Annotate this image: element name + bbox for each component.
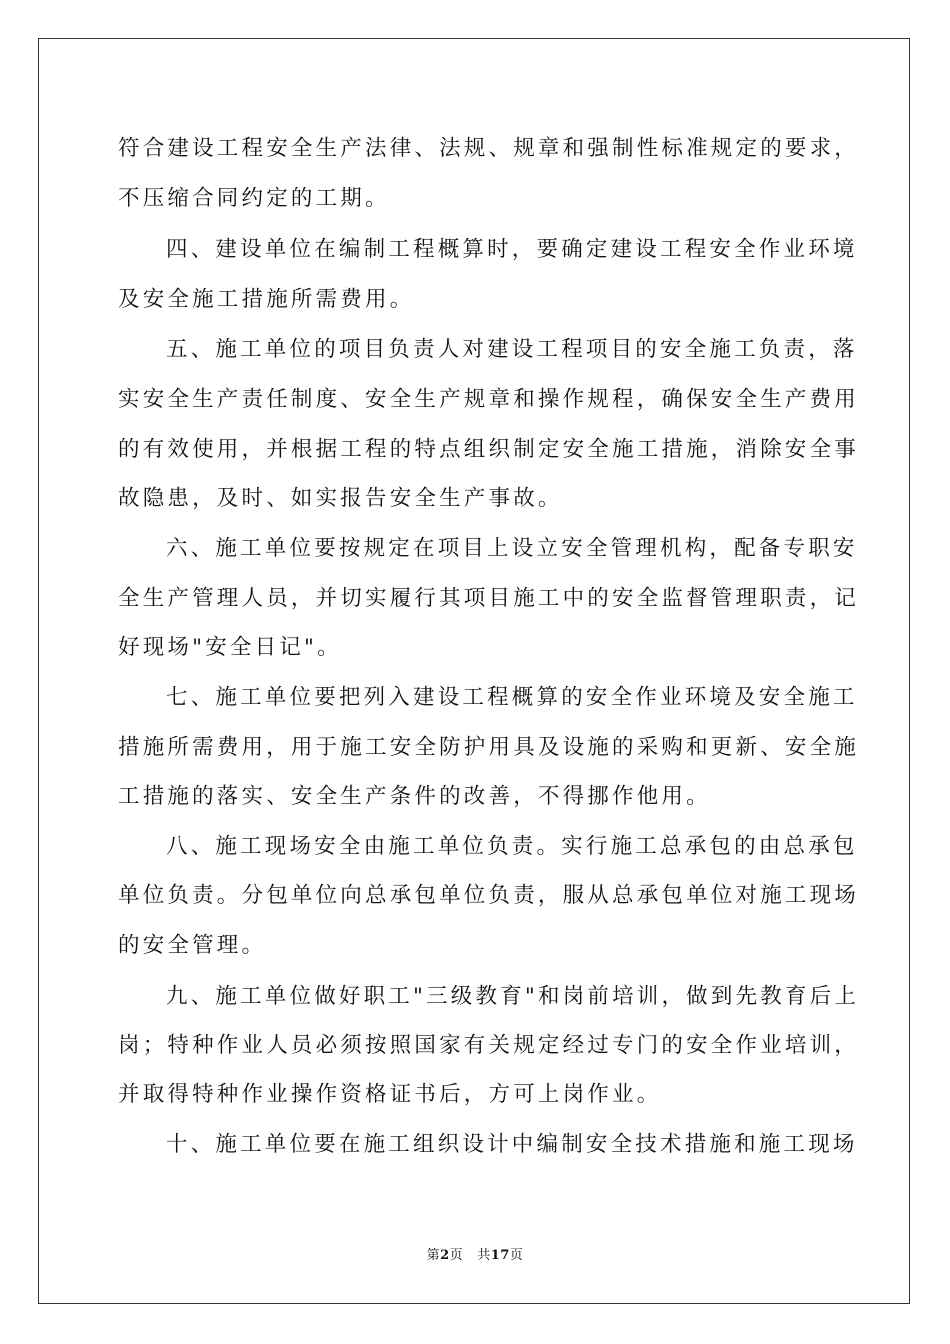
text-line: 岗；特种作业人员必须按照国家有关规定经过专门的安全作业培训， (118, 1033, 860, 1058)
text-line: 单位负责。分包单位向总承包单位负责，服从总承包单位对施工现场 (118, 883, 860, 908)
page-footer (0, 1247, 950, 1265)
text-line: 好现场"安全日记"。 (118, 635, 342, 660)
text-line: 不压缩合同约定的工期。 (118, 186, 390, 211)
paragraph-start-line: 五、施工单位的项目负责人对建设工程项目的安全施工负责，落 (166, 337, 858, 362)
total-suffix: 页 (509, 1248, 524, 1263)
paragraph-start-line: 六、施工单位要按规定在项目上设立安全管理机构，配备专职安 (166, 536, 858, 561)
total-pages: 17 (490, 1248, 510, 1263)
total-prefix: 共 (477, 1248, 491, 1263)
page-border (38, 38, 910, 1304)
paragraph-start-line: 八、施工现场安全由施工单位负责。实行施工总承包的由总承包 (166, 834, 858, 859)
paragraph-start-line: 七、施工单位要把列入建设工程概算的安全作业环境及安全施工 (166, 685, 858, 710)
text-line: 措施所需费用，用于施工安全防护用具及设施的采购和更新、安全施 (118, 735, 860, 760)
text-line: 及安全施工措施所需费用。 (118, 287, 415, 312)
paragraph-start-line: 九、施工单位做好职工"三级教育"和岗前培训，做到先教育后上 (166, 984, 860, 1009)
text-line: 实安全生产责任制度、安全生产规章和操作规程，确保安全生产费用 (118, 387, 860, 412)
paragraph-start-line: 十、施工单位要在施工组织设计中编制安全技术措施和施工现场 (166, 1132, 858, 1157)
page-prefix: 第 (426, 1248, 441, 1263)
text-line: 全生产管理人员，并切实履行其项目施工中的安全监督管理职责，记 (118, 586, 860, 611)
text-line: 的有效使用，并根据工程的特点组织制定安全施工措施，消除安全事 (118, 437, 860, 462)
text-line: 的安全管理。 (118, 933, 267, 958)
paragraph-start-line: 四、建设单位在编制工程概算时，要确定建设工程安全作业环境 (166, 237, 858, 262)
page-number: 2 (440, 1248, 450, 1263)
text-line: 工措施的落实、安全生产条件的改善，不得挪作他用。 (118, 784, 711, 809)
page-suffix: 页 (449, 1248, 464, 1263)
text-line: 符合建设工程安全生产法律、法规、规章和强制性标准规定的要求， (118, 136, 860, 161)
text-line: 故隐患，及时、如实报告安全生产事故。 (118, 486, 563, 511)
text-line: 并取得特种作业操作资格证书后，方可上岗作业。 (118, 1082, 662, 1107)
